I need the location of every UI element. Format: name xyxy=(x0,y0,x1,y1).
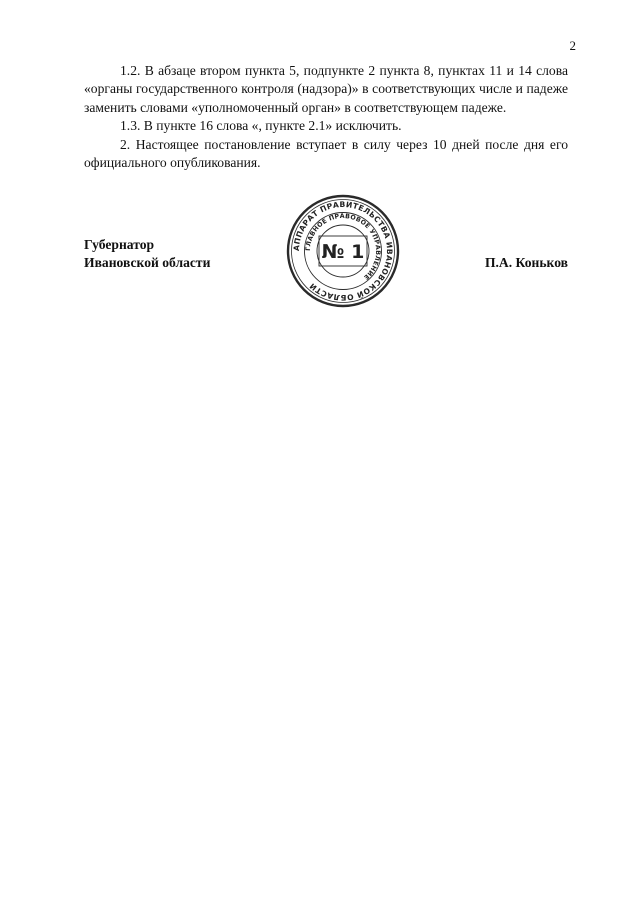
document-body xyxy=(84,62,568,172)
seal-icon xyxy=(286,194,400,308)
signatory-name: П.А. Коньков xyxy=(484,255,568,270)
paragraph-1-2: 1.2. В абзаце втором пункта 5, подпункте 2 пункта 8, пунктах 11 и 14 слова «органы государственного контроля (надзора)» в соответствующих числе и падеже заменить словами «уполномоченный орган» в соответствующем падеже. xyxy=(84,63,568,115)
seal-inner-text: ГЛАВНОЕ ПРАВОВОЕ УПРАВЛЕНИЕ xyxy=(304,212,382,281)
paragraph-1-3: 1.3. В пункте 16 слова «, пункте 2.1» исключить. xyxy=(120,118,402,134)
seal-center-number: № 1 xyxy=(321,241,365,263)
official-seal-stamp xyxy=(286,194,400,308)
signatory-title-line-2: Ивановской области xyxy=(84,255,211,271)
page-number: 2 xyxy=(569,38,576,53)
seal-outer-text: АППАРАТ ПРАВИТЕЛЬСТВА ИВАНОВСКОЙ ОБЛАСТИ xyxy=(291,199,395,303)
signatory-title-line-1: Губернатор xyxy=(84,237,155,252)
signatory-title xyxy=(84,236,210,273)
paragraph-2: 2. Настоящее постановление вступает в силу через 10 дней после дня его официального опубликования. xyxy=(84,136,568,171)
